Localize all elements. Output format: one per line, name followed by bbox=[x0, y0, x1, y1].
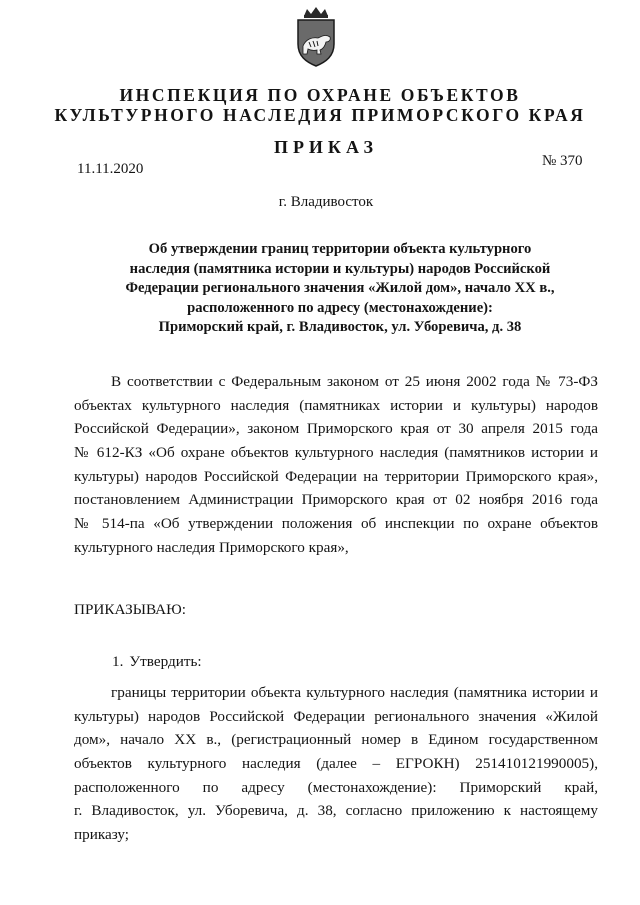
paragraph-line: дом», начало XX в., (регистрационный номер в Едином государственном bbox=[74, 731, 598, 749]
order-item-1-text bbox=[74, 681, 598, 847]
order-word: ПРИКАЗЫВАЮ: bbox=[74, 601, 186, 618]
coat-of-arms-icon bbox=[290, 6, 342, 68]
paragraph-line: В соответствии с Федеральным законом от 25 июня 2002 года № 73-ФЗ bbox=[111, 373, 598, 390]
paragraph-line: постановлением Администрации Приморского края от 02 ноября 2016 года bbox=[74, 491, 598, 509]
paragraph-line: Российской Федерации», законом Приморского края от 30 апреля 2015 года bbox=[74, 420, 598, 438]
paragraph-line: объектах культурного наследия (памятниках истории и культуры) народов bbox=[74, 396, 598, 414]
paragraph-line: культуры) народов Российской Федерации регионального значения «Жилой bbox=[74, 707, 598, 725]
paragraph-line: культуры) народов Российской Федерации на территории Приморского края», bbox=[74, 467, 598, 485]
preamble-paragraph bbox=[74, 370, 598, 560]
paragraph-line: культурного наследия Приморского края», bbox=[74, 538, 349, 556]
paragraph-line: границы территории объекта культурного наследия (памятника истории и bbox=[111, 684, 598, 701]
subject-line: Федерации регионального значения «Жилой дом», начало XX в., bbox=[125, 280, 555, 296]
subject-line: Об утверждении границ территории объекта культурного bbox=[148, 241, 532, 257]
city: г. Владивосток bbox=[278, 194, 374, 210]
item-number: 1. bbox=[112, 653, 124, 670]
document-date: 11.11.2020 bbox=[77, 161, 144, 177]
paragraph-line: № 612-КЗ «Об охране объектов культурного наследия (памятников истории и bbox=[74, 444, 598, 462]
org-name-line2: КУЛЬТУРНОГО НАСЛЕДИЯ ПРИМОРСКОГО КРАЯ bbox=[54, 105, 586, 125]
document-type: ПРИКАЗ bbox=[273, 137, 379, 157]
subject-line: Приморский край, г. Владивосток, ул. Уборевича, д. 38 bbox=[158, 319, 522, 335]
paragraph-line: № 514-па «Об утверждении положения об инспекции по охране объектов bbox=[74, 515, 598, 533]
document-number: № 370 bbox=[542, 153, 583, 169]
subject-line: наследия (памятника истории и культуры) народов Российской bbox=[129, 260, 551, 277]
order-item-1 bbox=[112, 652, 202, 672]
paragraph-line: г. Владивосток, ул. Уборевича, д. 38, согласно приложению к настоящему bbox=[74, 802, 598, 820]
subject-heading bbox=[100, 240, 580, 338]
subject-line: расположенного по адресу (местонахождение): bbox=[187, 299, 493, 316]
paragraph-line: приказу; bbox=[74, 826, 130, 844]
org-name-line1: ИНСПЕКЦИЯ ПО ОХРАНЕ ОБЪЕКТОВ bbox=[119, 85, 521, 105]
paragraph-line: объектов культурного наследия (далее – ЕГРОКН) 251410121990005), bbox=[74, 755, 598, 773]
item-label: Утвердить: bbox=[129, 653, 202, 670]
paragraph-line: расположенного по адресу (местонахождение): Приморский край, bbox=[74, 778, 598, 796]
